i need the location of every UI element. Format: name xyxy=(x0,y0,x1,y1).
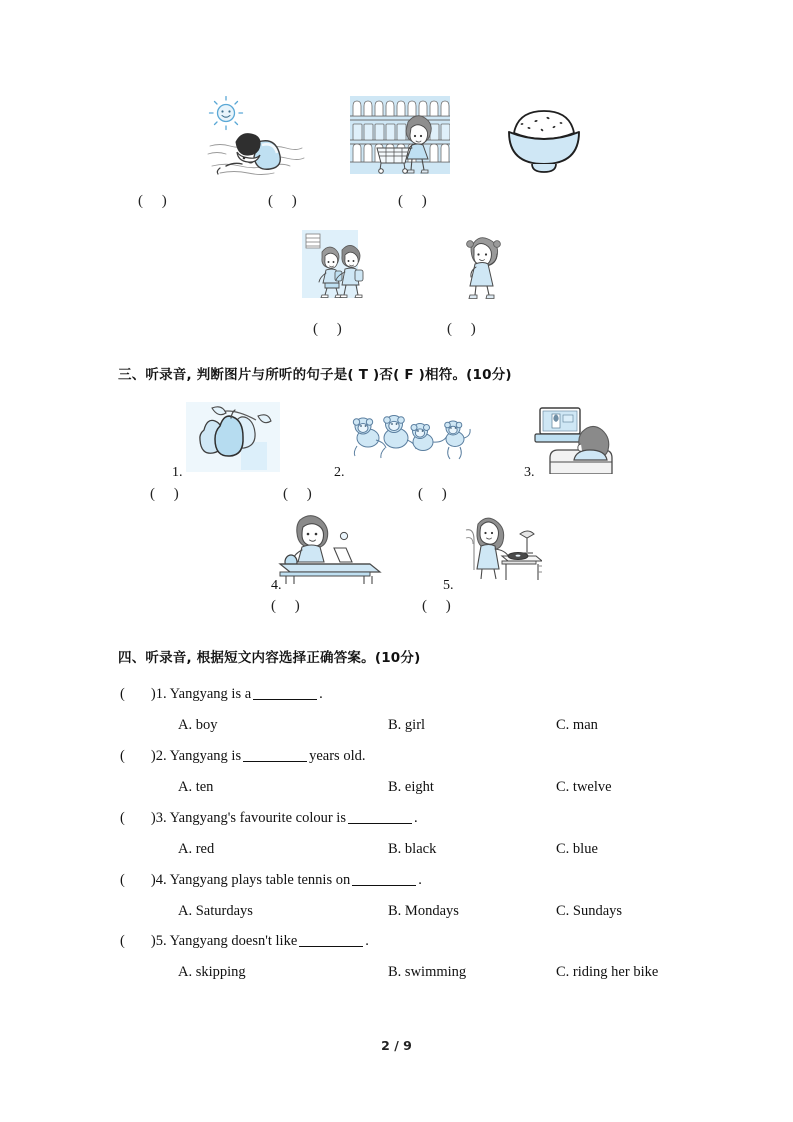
table-tennis-picture xyxy=(272,512,388,584)
option-4b[interactable]: B. Mondays xyxy=(388,903,459,919)
option-4a[interactable]: A. Saturdays xyxy=(178,903,253,919)
answer-blank-2[interactable] xyxy=(243,761,307,762)
answer-paren-open-5: ( xyxy=(120,933,125,949)
page-footer: 2 / 9 xyxy=(381,1038,412,1053)
option-2c[interactable]: C. twelve xyxy=(556,779,612,795)
girl-standing-picture xyxy=(456,230,512,302)
picture-number-2: 2. xyxy=(334,465,345,480)
picture-number-1: 1. xyxy=(172,465,183,480)
question-2[interactable] xyxy=(120,748,365,765)
question-stem-4: Yangyang plays table tennis on xyxy=(169,872,351,888)
option-5a[interactable]: A. skipping xyxy=(178,964,246,980)
answer-bracket-2[interactable]: ( ) xyxy=(268,193,297,209)
question-stem-end-5: . xyxy=(365,933,369,949)
answer-blank-1[interactable] xyxy=(253,699,317,700)
girl-at-desk-picture xyxy=(462,512,542,584)
answer-paren-close-4: ) xyxy=(150,872,156,888)
tf-bracket-2[interactable]: ( ) xyxy=(283,486,312,502)
question-stem-end-1: . xyxy=(319,686,323,702)
option-4c[interactable]: C. Sundays xyxy=(556,903,623,919)
question-stem-end-3: . xyxy=(413,810,418,826)
answer-paren-close-1: ) xyxy=(150,686,156,702)
answer-blank-3[interactable] xyxy=(348,823,412,824)
question-stem-end-2: years old. xyxy=(309,748,366,764)
shopping-picture xyxy=(350,96,450,178)
question-number-2: 2. xyxy=(155,748,167,764)
option-1c[interactable]: C. man xyxy=(556,717,598,733)
question-1[interactable] xyxy=(120,686,323,703)
tf-bracket-3[interactable]: ( ) xyxy=(418,486,447,502)
question-number-4: 4. xyxy=(155,872,167,888)
option-2a[interactable]: A. ten xyxy=(178,779,214,795)
watching-tv-picture xyxy=(530,402,622,474)
option-3c[interactable]: C. blue xyxy=(556,841,598,857)
option-5b[interactable]: B. swimming xyxy=(388,964,467,980)
answer-paren-open-2: ( xyxy=(120,748,125,764)
answer-blank-4[interactable] xyxy=(352,885,416,886)
section-four-heading: 四、听录音, 根据短文内容选择正确答案。(10分) xyxy=(118,650,421,666)
answer-paren-close-5: ) xyxy=(150,933,156,949)
tf-bracket-4[interactable]: ( ) xyxy=(271,598,300,614)
swimming-picture xyxy=(196,96,316,180)
answer-paren-close-3: ) xyxy=(150,810,156,826)
answer-paren-open-4: ( xyxy=(120,872,125,888)
question-number-3: 3. xyxy=(155,810,167,826)
option-1a[interactable]: A. boy xyxy=(178,717,218,733)
question-4[interactable] xyxy=(120,872,422,889)
answer-paren-close-2: ) xyxy=(150,748,156,764)
answer-bracket-5[interactable]: ( ) xyxy=(447,321,476,337)
walking-to-school-picture xyxy=(302,230,384,302)
answer-bracket-3[interactable]: ( ) xyxy=(398,193,427,209)
question-stem-5: Yangyang doesn't like xyxy=(169,933,298,949)
tf-bracket-5[interactable]: ( ) xyxy=(422,598,451,614)
picture-number-3: 3. xyxy=(524,465,535,480)
answer-paren-open-1: ( xyxy=(120,686,125,702)
question-number-5: 5. xyxy=(155,933,167,949)
option-1b[interactable]: B. girl xyxy=(388,717,426,733)
option-2b[interactable]: B. eight xyxy=(388,779,434,795)
tf-bracket-1[interactable]: ( ) xyxy=(150,486,179,502)
rice-bowl-picture xyxy=(496,97,592,177)
monkeys-picture xyxy=(350,412,472,466)
picture-number-5: 5. xyxy=(443,578,454,593)
answer-bracket-1[interactable]: ( ) xyxy=(138,193,167,209)
question-number-1: 1. xyxy=(155,686,167,702)
answer-blank-5[interactable] xyxy=(299,946,363,947)
question-stem-1: Yangyang is a xyxy=(169,686,252,702)
picture-number-4: 4. xyxy=(271,578,282,593)
question-stem-2: Yangyang is xyxy=(169,748,242,764)
answer-paren-open-3: ( xyxy=(120,810,125,826)
question-5[interactable] xyxy=(120,933,369,950)
option-3b[interactable]: B. black xyxy=(388,841,437,857)
question-stem-end-4: . xyxy=(418,872,422,888)
question-stem-3: Yangyang's favourite colour is xyxy=(169,810,346,826)
section-three-heading: 三、听录音, 判断图片与所听的句子是( T )否( F )相符。(10分) xyxy=(118,367,512,383)
pears-picture xyxy=(186,402,280,474)
answer-bracket-4[interactable]: ( ) xyxy=(313,321,342,337)
question-3[interactable] xyxy=(120,810,418,827)
option-3a[interactable]: A. red xyxy=(178,841,215,857)
option-5c[interactable]: C. riding her bike xyxy=(556,964,659,980)
